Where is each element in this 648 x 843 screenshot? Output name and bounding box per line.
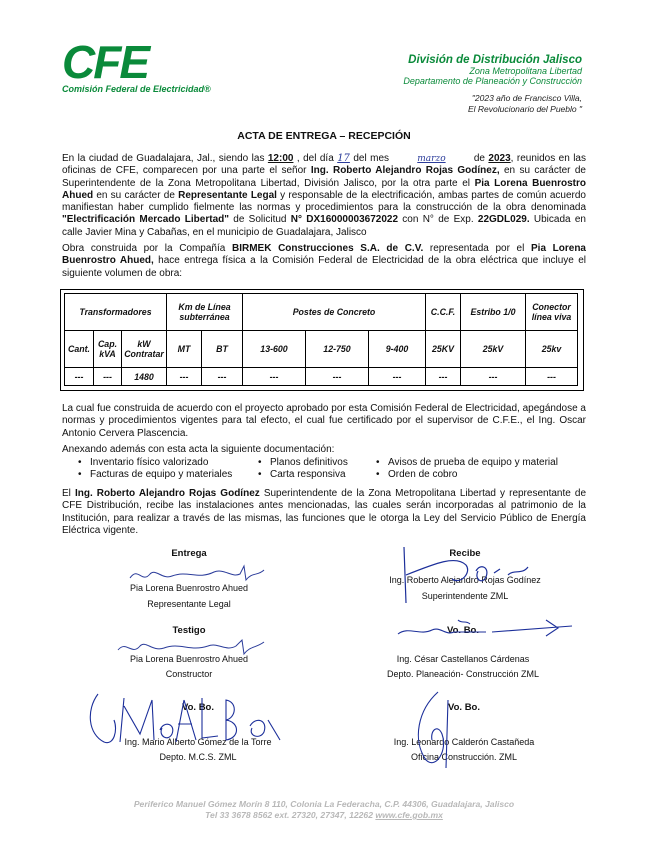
- table-cell: ---: [94, 368, 122, 386]
- logo-subtitle: Comisión Federal de Electricidad®: [62, 84, 211, 94]
- sig-name: Ing. Roberto Alejandro Rojas Godínez: [389, 575, 541, 585]
- sig-role: Constructor: [165, 669, 213, 679]
- group-conector: Conector línea viva: [526, 294, 578, 331]
- group-estribo: Estribo 1/0: [461, 294, 526, 331]
- table-cell: 1480: [122, 368, 167, 386]
- doc-item: • Inventario físico valorizado: [90, 457, 208, 469]
- legal-rep-name: Pia Lorena Buenrostro Ahued: [62, 177, 586, 201]
- table-header: 25KV: [426, 331, 461, 368]
- department-name: Departamento de Planeación y Construcción: [403, 76, 582, 86]
- text: , del día: [293, 153, 338, 164]
- reception-paragraph: [62, 488, 586, 537]
- mes-field: marzo: [417, 154, 446, 164]
- text: representada por el: [423, 243, 531, 254]
- expediente-number: 22GDL029.: [477, 214, 530, 226]
- sig-role: Depto. Planeación- Construcción ZML: [386, 669, 540, 679]
- documentation-intro: Anexando además con esta acta la siguiente documentación:: [62, 444, 335, 455]
- handwritten-signature-vobo-mcs: [84, 690, 284, 750]
- table-header: kW Contratar: [122, 331, 167, 368]
- footer-address: [0, 799, 648, 821]
- sig-name: Ing. César Castellanos Cárdenas: [396, 654, 530, 664]
- table-header: BT: [202, 331, 243, 368]
- sig-name: Pia Lorena Buenrostro Ahued: [129, 583, 249, 593]
- intro-paragraph: [62, 153, 586, 239]
- handwritten-signature-recibe: [396, 545, 546, 605]
- sig-heading: Vo. Bo.: [181, 702, 215, 713]
- table-cell: ---: [526, 368, 578, 386]
- solicitud-number: N° DX16000003672022: [290, 214, 399, 226]
- cfe-logo: [62, 36, 212, 110]
- text: en su carácter de: [93, 189, 179, 201]
- text: del mes: [349, 153, 393, 164]
- company-name: BIRMEK Construcciones S.A. de C.V.: [231, 243, 424, 254]
- table-cell: ---: [202, 368, 243, 386]
- handwritten-signature-vobo-construccion: [408, 690, 468, 770]
- superintendent-name: Ing. Roberto Alejandro Rojas Godínez,: [310, 165, 500, 177]
- group-transformadores: Transformadores: [65, 294, 167, 331]
- table-header: MT: [167, 331, 202, 368]
- text: hace entrega física a la Comisión Federal de Electricidad de la obra eléctrica que incluye el siguiente volumen de obra:: [62, 255, 587, 279]
- table-group-row: [65, 294, 578, 331]
- sig-role: Superintendente ZML: [421, 591, 509, 601]
- text: de Solicitud: [228, 214, 291, 226]
- text: Obra construida por la Compañía: [62, 243, 232, 254]
- table-header-row: [65, 331, 578, 368]
- group-ccf: C.C.F.: [426, 294, 461, 331]
- doc-item: • Planos definitivos: [270, 457, 348, 469]
- volume-table: [64, 293, 578, 386]
- group-km-linea: Km de Línea subterránea: [167, 294, 243, 331]
- year-motto-line2: El Revolucionario del Pueblo ": [467, 104, 582, 114]
- table-cell: ---: [461, 368, 526, 386]
- table-cell: ---: [306, 368, 369, 386]
- table-header: Cap. kVA: [94, 331, 122, 368]
- text: , reunidos en las oficinas de CFE, comparecen por una parte el señor: [62, 153, 586, 177]
- table-row: [65, 368, 578, 386]
- sig-heading: Testigo: [172, 625, 206, 636]
- division-name: División de Distribución Jalisco: [408, 54, 582, 66]
- logo-text: CFE: [62, 36, 148, 88]
- table-cell: ---: [65, 368, 94, 386]
- table-header: Cant.: [65, 331, 94, 368]
- sig-name: Ing. Mario Alberto Gómez de la Torre: [124, 737, 272, 747]
- sig-heading: Recibe: [449, 548, 481, 559]
- table-header: 25kv: [526, 331, 578, 368]
- text: El: [62, 488, 75, 499]
- table-cell: ---: [369, 368, 426, 386]
- superintendent-name: Ing. Roberto Alejandro Rojas Godínez: [74, 488, 260, 499]
- handwritten-signature-testigo: [116, 638, 266, 660]
- handwritten-signature-vobo-planeacion: [396, 614, 576, 644]
- volume-table-frame: [60, 289, 584, 391]
- footer-line2: [0, 810, 648, 821]
- contractor-paragraph: [62, 243, 586, 280]
- table-header: 13-600: [243, 331, 306, 368]
- table-header: 9-400: [369, 331, 426, 368]
- doc-item: • Facturas de equipo y materiales: [90, 469, 232, 481]
- table-header: 25kV: [461, 331, 526, 368]
- footer-phone: Tel 33 3678 8562 ext. 27320, 27347, 12262: [205, 810, 376, 820]
- header-division-block: [403, 54, 582, 86]
- year-motto-line1: "2023 año de Francisco Villa,: [471, 93, 582, 103]
- obra-name: "Electrificación Mercado Libertad": [62, 214, 229, 226]
- sig-heading: Vo. Bo.: [446, 625, 480, 636]
- sig-heading: Entrega: [171, 548, 207, 559]
- anio-field: 2023: [488, 153, 511, 164]
- group-postes: Postes de Concreto: [243, 294, 426, 331]
- sig-name: Pia Lorena Buenrostro Ahued: [129, 654, 249, 664]
- sig-role: Depto. M.C.S. ZML: [159, 752, 237, 762]
- footer-line1: Periferico Manuel Gómez Morín 8 110, Colonia La Federacha, C.P. 44306, Guadalajara, Jalisco: [133, 799, 515, 809]
- hora-field: 12:00: [267, 153, 294, 164]
- sig-name: Ing. Leonardo Calderón Castañeda: [393, 737, 535, 747]
- rep-name: Pia Lorena Buenrostro Ahued,: [62, 243, 586, 267]
- doc-item: • Avisos de prueba de equipo y material: [388, 457, 558, 469]
- text: en su carácter de Superintendente de la Zona Metropolitana Libertad, División Jalisco, por la otra parte el: [62, 165, 586, 189]
- handwritten-signature-entrega: [128, 564, 268, 588]
- dia-field: 17: [337, 153, 350, 164]
- footer-website-link[interactable]: www.cfe.gob.mx: [375, 810, 443, 820]
- sig-heading: Vo. Bo.: [447, 702, 481, 713]
- text: En la ciudad de Guadalajara, Jal., siendo las: [62, 153, 268, 164]
- text: y responsable de la electrificación, ambas partes de común acuerdo manifiestan haber cumplido fielmente las normas y procedimientos para la construcción de la obra denominada: [62, 189, 586, 214]
- table-cell: ---: [426, 368, 461, 386]
- table-cell: ---: [167, 368, 202, 386]
- text: Superintendente de la Zona Metropolitana Libertad y representante de CFE Distribución, recibe las instalaciones antes mencionadas, las cuales serán incorporadas al patrimonio de la Institución, para realizar a través de las mismas, las funciones que le otorga la Ley del Servicio Público de Energía Eléctrica vigente.: [62, 488, 587, 536]
- sig-role: Oficina Construcción. ZML: [410, 752, 518, 762]
- legal-rep-role: Representante Legal: [178, 189, 277, 201]
- doc-item: • Orden de cobro: [388, 469, 458, 481]
- zona-name: Zona Metropolitana Libertad: [469, 66, 582, 76]
- certification-paragraph: La cual fue construida de acuerdo con el proyecto aprobado por esta Comisión Federal de Electricidad, apegándose a normas y procedimientos vigentes para tal efecto, el cual fue certificado por el supervisor de C.F.E., el Ing. Oscar Antonio Cervera Plascencia.: [62, 403, 586, 439]
- document-title: ACTA DE ENTREGA – RECEPCIÓN: [237, 130, 411, 142]
- text: con N° de Exp.: [398, 214, 478, 226]
- year-motto: [468, 93, 582, 115]
- text: de: [470, 153, 489, 164]
- sig-role: Representante Legal: [147, 599, 231, 609]
- table-cell: ---: [243, 368, 306, 386]
- text: Ubicada en calle Javier Mina y Cabañas, en el municipio de Guadalajara, Jalisco: [62, 214, 586, 238]
- table-header: 12-750: [306, 331, 369, 368]
- doc-item: • Carta responsiva: [270, 469, 346, 481]
